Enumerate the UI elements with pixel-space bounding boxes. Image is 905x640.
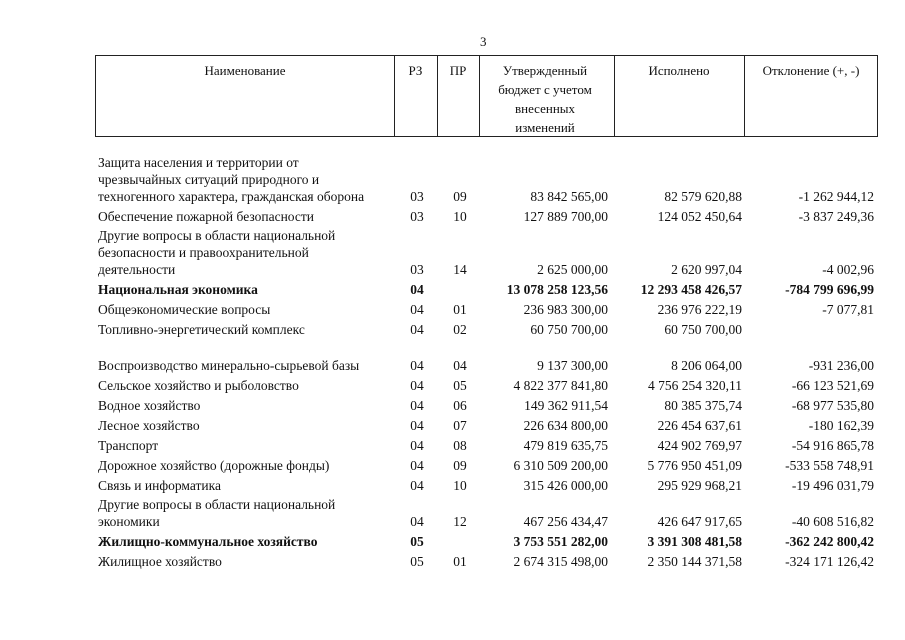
table-row (0, 205, 905, 225)
row-rz: 04 (410, 358, 424, 373)
row-name: Национальная экономика (98, 282, 258, 297)
row-approved: 149 362 911,54 (524, 398, 608, 413)
row-approved: 236 983 300,00 (523, 302, 608, 317)
row-approved: 83 842 565,00 (530, 189, 608, 204)
row-name: Обеспечение пожарной безопасности (98, 209, 315, 224)
row-pr: 09 (453, 458, 467, 473)
table-row (0, 394, 905, 414)
row-executed: 12 293 458 426,57 (640, 282, 742, 297)
row-pr: 01 (453, 554, 467, 569)
table-row (0, 474, 905, 494)
row-rz: 04 (410, 302, 424, 317)
row-deviation: -66 123 521,69 (791, 378, 874, 393)
row-rz: 04 (410, 418, 424, 433)
row-name: Другие вопросы в области национальной экономики (98, 497, 336, 529)
row-executed: 424 902 769,97 (657, 438, 742, 453)
row-pr: 09 (453, 189, 467, 204)
table-row (0, 338, 905, 374)
row-deviation: -533 558 748,91 (785, 458, 874, 473)
row-pr: 02 (453, 322, 467, 337)
row-approved: 3 753 551 282,00 (513, 534, 608, 549)
header-name: Наименование (204, 63, 286, 78)
row-deviation: -324 171 126,42 (785, 554, 874, 569)
row-rz: 04 (410, 438, 424, 453)
header-executed: Исполнено (648, 63, 710, 78)
header-approved: Утвержденный бюджет с учетом внесенных изменений (498, 63, 592, 135)
row-rz: 04 (410, 398, 424, 413)
column-divider (479, 56, 480, 136)
row-approved: 4 822 377 841,80 (513, 378, 608, 393)
table-row (0, 454, 905, 474)
row-approved: 2 625 000,00 (537, 262, 608, 277)
row-executed: 5 776 950 451,09 (647, 458, 742, 473)
row-executed: 226 454 637,61 (657, 418, 742, 433)
row-rz: 03 (410, 189, 424, 204)
row-deviation: -7 077,81 (822, 302, 874, 317)
table-row (0, 225, 905, 278)
row-executed: 295 929 968,21 (657, 478, 742, 493)
row-executed: 3 391 308 481,58 (647, 534, 742, 549)
row-executed: 4 756 254 320,11 (648, 378, 742, 393)
table-row-section (0, 530, 905, 550)
row-approved: 2 674 315 498,00 (513, 554, 608, 569)
table-row (0, 434, 905, 454)
row-approved: 479 819 635,75 (523, 438, 608, 453)
row-pr: 08 (453, 438, 467, 453)
row-deviation: -68 977 535,80 (791, 398, 874, 413)
row-deviation: -931 236,00 (808, 358, 874, 373)
row-deviation: -784 799 696,99 (785, 282, 874, 297)
row-executed: 80 385 375,74 (664, 398, 742, 413)
row-executed: 8 206 064,00 (671, 358, 742, 373)
row-rz: 05 (410, 554, 424, 569)
row-pr: 14 (453, 262, 467, 277)
row-pr: 07 (453, 418, 467, 433)
header-rz: РЗ (408, 63, 423, 78)
row-deviation: -3 837 249,36 (798, 209, 874, 224)
row-deviation: -19 496 031,79 (791, 478, 874, 493)
row-approved: 315 426 000,00 (523, 478, 608, 493)
row-name: Сельское хозяйство и рыболовство (98, 378, 299, 393)
table-row (0, 550, 905, 570)
header-deviation: Отклонение (+, -) (762, 63, 860, 78)
row-name: Защита населения и территории от чрезвычайных ситуаций природного и техногенного характера, гражданская оборона (98, 155, 365, 204)
row-name: Общеэкономические вопросы (98, 302, 271, 317)
row-rz: 04 (410, 458, 424, 473)
row-pr: 04 (453, 358, 467, 373)
row-rz: 04 (410, 322, 424, 337)
row-deviation: -4 002,96 (822, 262, 874, 277)
row-name: Дорожное хозяйство (дорожные фонды) (98, 458, 330, 473)
row-rz: 03 (410, 209, 424, 224)
row-executed: 426 647 917,65 (657, 514, 742, 529)
row-pr: 05 (453, 378, 467, 393)
header-pr: ПР (449, 63, 467, 78)
row-approved: 127 889 700,00 (523, 209, 608, 224)
table-row-section (0, 278, 905, 298)
column-divider (744, 56, 745, 136)
row-pr: 12 (453, 514, 467, 529)
table-row (0, 374, 905, 394)
row-name: Водное хозяйство (98, 398, 201, 413)
row-pr: 01 (453, 302, 467, 317)
row-approved: 9 137 300,00 (537, 358, 608, 373)
row-deviation: -54 916 865,78 (791, 438, 874, 453)
page-number: 3 (480, 34, 487, 49)
row-executed: 2 620 997,04 (671, 262, 742, 277)
row-rz: 04 (410, 282, 424, 297)
row-approved: 226 634 800,00 (523, 418, 608, 433)
table-row (0, 414, 905, 434)
row-name: Топливно-энергетический комплекс (98, 322, 305, 337)
row-rz: 04 (410, 478, 424, 493)
table-row (0, 318, 905, 338)
row-name: Жилищно-коммунальное хозяйство (98, 534, 318, 549)
row-rz: 04 (410, 378, 424, 393)
row-deviation: -40 608 516,82 (791, 514, 874, 529)
row-name: Другие вопросы в области национальной безопасности и правоохранительной деятельности (98, 228, 336, 277)
row-executed: 2 350 144 371,58 (647, 554, 742, 569)
row-name: Жилищное хозяйство (98, 554, 222, 569)
row-deviation: -362 242 800,42 (785, 534, 874, 549)
row-pr: 10 (453, 209, 467, 224)
table-row (0, 298, 905, 318)
row-approved: 60 750 700,00 (530, 322, 608, 337)
row-pr: 10 (453, 478, 467, 493)
row-rz: 03 (410, 262, 424, 277)
row-approved: 13 078 258 123,56 (506, 282, 608, 297)
row-executed: 60 750 700,00 (664, 322, 742, 337)
row-rz: 05 (410, 534, 424, 549)
table-row (0, 494, 905, 530)
row-executed: 82 579 620,88 (664, 189, 742, 204)
table-row (0, 135, 905, 205)
row-deviation: -180 162,39 (808, 418, 874, 433)
row-deviation: -1 262 944,12 (798, 189, 874, 204)
row-name: Лесное хозяйство (98, 418, 200, 433)
row-approved: 6 310 509 200,00 (513, 458, 608, 473)
row-executed: 236 976 222,19 (657, 302, 742, 317)
row-executed: 124 052 450,64 (657, 209, 742, 224)
row-name: Связь и информатика (98, 478, 221, 493)
row-rz: 04 (410, 514, 424, 529)
row-name: Воспроизводство минерально-сырьевой базы (98, 358, 360, 373)
row-name: Транспорт (98, 438, 159, 453)
row-approved: 467 256 434,47 (523, 514, 608, 529)
row-pr: 06 (453, 398, 467, 413)
table-header (95, 55, 878, 137)
